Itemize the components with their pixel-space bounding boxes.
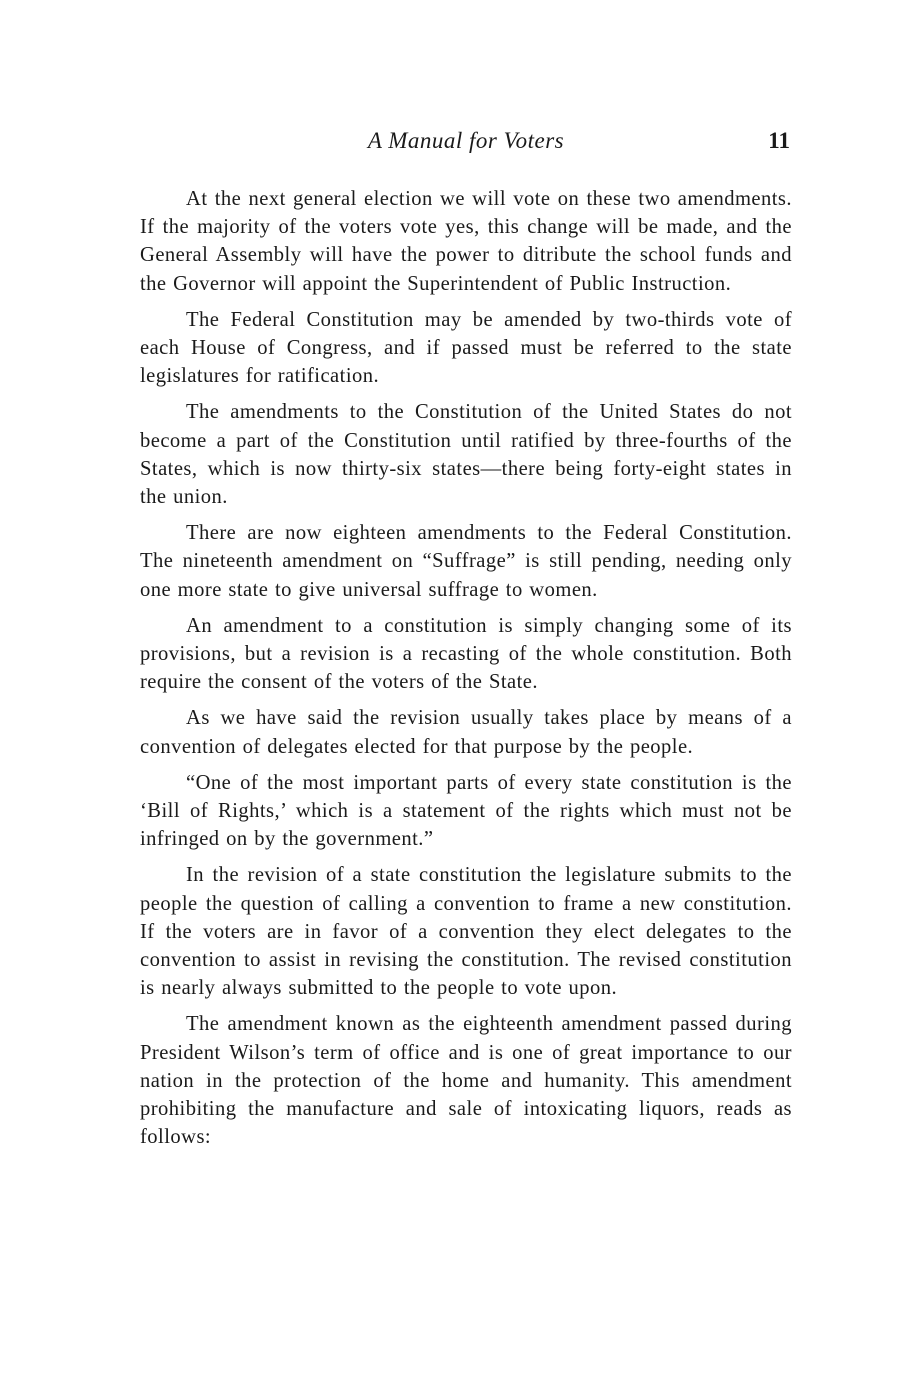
paragraph: In the revision of a state constitution the legislature submits to the people the question of calling a convention to frame a new constitution. If the voters are in favor of a convention they elect delegates to the convention to assist in revising the constitution. The revised constitution is nearly always submitted to the people to vote upon. [140,864,792,1000]
paragraph: An amendment to a constitution is simply changing some of its provisions, but a revision is a recasting of the whole constitution. Both require the consent of the voters of the State. [140,614,792,694]
running-head [140,128,792,162]
paragraph: The amendment known as the eighteenth amendment passed during President Wilson’s term of office and is one of great importance to our nation in the protection of the home and humanity. This amendment prohibiting the manufacture and sale of intoxicating liquors, reads as follows: [140,1013,792,1149]
paragraph: “One of the most important parts of every state constitution is the ‘Bill of Rights,’ which is a statement of the rights which must not be infringed on by the government.” [140,771,792,851]
paragraph: As we have said the revision usually takes place by means of a convention of delegates elected for that purpose by the people. [140,707,792,758]
paragraph: The amendments to the Constitution of the United States do not become a part of the Constitution until ratified by three-fourths of the States, which is now thirty-six states—there being forty-eight states in the union. [140,401,792,509]
page-number: 11 [768,128,790,153]
running-title: A Manual for Voters [367,128,565,153]
paragraph: The Federal Constitution may be amended by two-thirds vote of each House of Congress, and if passed must be referred to the state legislatures for ratification. [140,308,792,388]
body-text [140,185,792,1160]
paragraph: There are now eighteen amendments to the Federal Constitution. The nineteenth amendment on “Suffrage” is still pending, needing only one more state to give universal suffrage to women. [140,522,792,601]
paragraph: At the next general election we will vote on these two amendments. If the majority of the voters vote yes, this change will be made, and the General Assembly will have the power to ditribute the school funds and the Governor will appoint the Superintendent of Public Instruction. [140,188,792,295]
